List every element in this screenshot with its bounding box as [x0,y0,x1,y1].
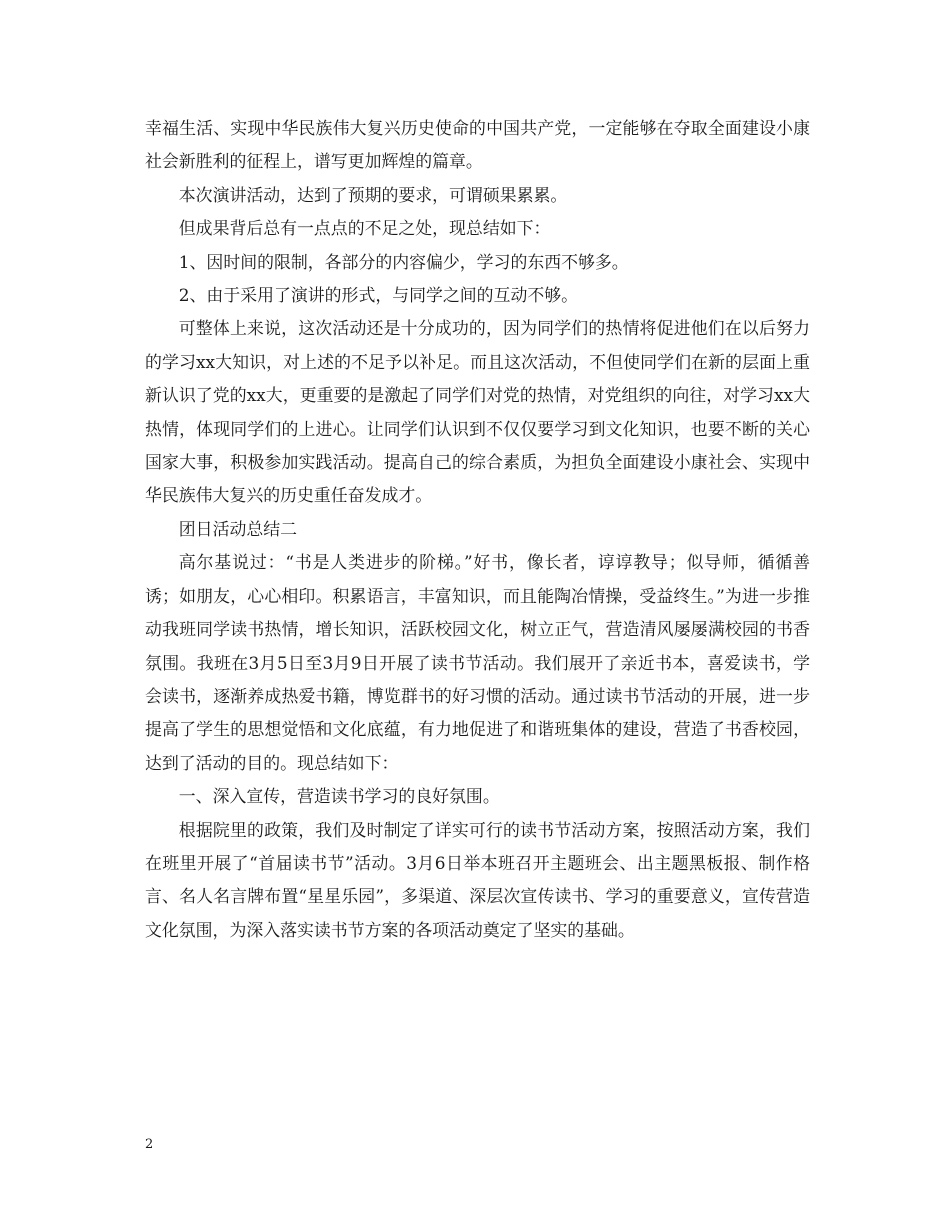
paragraph-summary: 本次演讲活动，达到了预期的要求，可谓硕果累累。 [178,184,568,205]
section-heading: 团日活动总结二 [178,518,298,539]
subsection-heading: 一、深入宣传，营造读书学习的良好氛围。 [178,786,500,807]
page-number: 2 [145,1137,154,1152]
paragraph-policy: 根据院里的政策，我们及时制定了详实可行的读书节活动方案，按照活动方案，我们在班里开展了“首届读书节”活动。3月6日举本班召开主题班会、出主题黑板报、制作格言、名人名言牌布置“星星乐园”，多渠道、深层次宣传读书、学习的重要意义，宣传营造文化氛围，为深入落实读书节方案的各项活动奠定了坚实的基础。 [145,819,810,940]
document-body [145,112,810,947]
paragraph-reading-festival: 高尔基说过：“书是人类进步的阶梯。”好书，像长者，谆谆教导；似导师，循循善诱；如朋友，心心相印。积累语言，丰富知识，而且能陶冶情操，受益终生。”为进一步推动我班同学读书热情，增长知识，活跃校园文化，树立正气，营造清风屡屡满校园的书香氛围。我班在3月5日至3月9日开展了读书节活动。我们展开了亲近书本，喜爱读书，学会读书，逐渐养成热爱书籍，博览群书的好习惯的活动。通过读书节活动的开展，进一步提高了学生的思想觉悟和文化底蕴，有力地促进了和谐班集体的建设，营造了书香校园，达到了活动的目的。现总结如下： [145,552,810,773]
paragraph-shortcoming-1: 1、因时间的限制，各部分的内容偏少，学习的东西不够多。 [178,251,629,272]
paragraph-continuation: 幸福生活、实现中华民族伟大复兴历史使命的中国共产党，一定能够在夺取全面建设小康社会新胜利的征程上，谱写更加辉煌的篇章。 [145,118,810,172]
paragraph-shortcomings-intro: 但成果背后总有一点点的不足之处，现总结如下： [178,218,551,239]
paragraph-overall: 可整体上来说，这次活动还是十分成功的，因为同学们的热情将促进他们在以后努力的学习xx大知识，对上述的不足予以补足。而且这次活动，不但使同学们在新的层面上重新认识了党的xx大，更重要的是激起了同学们对党的热情，对党组织的向往，对学习xx大热情，体现同学们的上进心。让同学们认识到不仅仅要学习到文化知识，也要不断的关心国家大事，积极参加实践活动。提高自己的综合素质，为担负全面建设小康社会、实现中华民族伟大复兴的历史重任奋发成才。 [145,318,810,506]
paragraph-shortcoming-2: 2、由于采用了演讲的形式，与同学之间的互动不够。 [178,285,579,306]
